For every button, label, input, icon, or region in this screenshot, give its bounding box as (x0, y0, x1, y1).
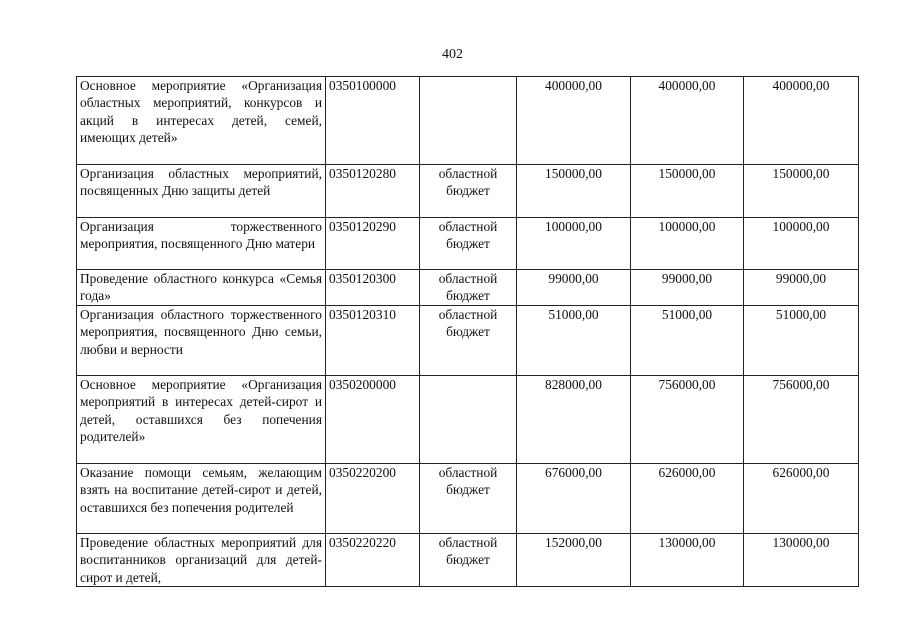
row-value-2: 130000,00 (631, 533, 744, 586)
row-code: 0350120310 (326, 305, 420, 375)
row-code: 0350120290 (326, 218, 420, 270)
row-value-1: 400000,00 (517, 77, 631, 165)
row-value-3: 400000,00 (744, 77, 859, 165)
table-row (77, 270, 859, 306)
row-value-3: 150000,00 (744, 165, 859, 218)
row-funding-source: областной бюджет (420, 165, 517, 218)
row-funding-source: областной бюджет (420, 218, 517, 270)
row-name: Организация торжественного мероприятия, посвященного Дню матери (77, 218, 326, 270)
row-value-1: 152000,00 (517, 533, 631, 586)
row-value-3: 51000,00 (744, 305, 859, 375)
row-value-3: 626000,00 (744, 463, 859, 533)
row-value-1: 100000,00 (517, 218, 631, 270)
row-funding-source (420, 77, 517, 165)
table-row (77, 218, 859, 270)
row-value-2: 626000,00 (631, 463, 744, 533)
row-code: 0350200000 (326, 375, 420, 463)
row-value-1: 99000,00 (517, 270, 631, 306)
row-name: Основное мероприятие «Организация мероприятий в интересах детей-сирот и детей, оставшихся без попечения родителей» (77, 375, 326, 463)
row-value-2: 100000,00 (631, 218, 744, 270)
page-number: 402 (442, 47, 463, 62)
row-value-3: 99000,00 (744, 270, 859, 306)
row-code: 0350120300 (326, 270, 420, 306)
row-value-2: 150000,00 (631, 165, 744, 218)
row-code: 0350220220 (326, 533, 420, 586)
row-name: Проведение областного конкурса «Семья года» (77, 270, 326, 306)
row-value-3: 100000,00 (744, 218, 859, 270)
table-row (77, 463, 859, 533)
budget-table (76, 76, 859, 587)
row-value-2: 400000,00 (631, 77, 744, 165)
row-value-2: 51000,00 (631, 305, 744, 375)
row-value-1: 828000,00 (517, 375, 631, 463)
row-name: Оказание помощи семьям, желающим взять на воспитание детей-сирот и детей, оставшихся без попечения родителей (77, 463, 326, 533)
row-value-1: 51000,00 (517, 305, 631, 375)
budget-table-body (77, 77, 859, 587)
table-row (77, 305, 859, 375)
row-code: 0350120280 (326, 165, 420, 218)
row-funding-source: областной бюджет (420, 270, 517, 306)
row-name: Организация областного торжественного мероприятия, посвященного Дню семьи, любви и верности (77, 305, 326, 375)
row-funding-source: областной бюджет (420, 305, 517, 375)
table-row (77, 375, 859, 463)
row-name: Проведение областных мероприятий для воспитанников организаций для детей-сирот и детей, (77, 533, 326, 586)
row-code: 0350100000 (326, 77, 420, 165)
table-row (77, 165, 859, 218)
row-value-1: 676000,00 (517, 463, 631, 533)
table-row (77, 77, 859, 165)
row-value-1: 150000,00 (517, 165, 631, 218)
table-row (77, 533, 859, 586)
row-funding-source (420, 375, 517, 463)
row-funding-source: областной бюджет (420, 533, 517, 586)
row-code: 0350220200 (326, 463, 420, 533)
row-name: Организация областных мероприятий, посвященных Дню защиты детей (77, 165, 326, 218)
row-value-2: 756000,00 (631, 375, 744, 463)
row-value-2: 99000,00 (631, 270, 744, 306)
row-value-3: 756000,00 (744, 375, 859, 463)
row-funding-source: областной бюджет (420, 463, 517, 533)
row-name: Основное мероприятие «Организация областных мероприятий, конкурсов и акций в интересах детей, семей, имеющих детей» (77, 77, 326, 165)
row-value-3: 130000,00 (744, 533, 859, 586)
